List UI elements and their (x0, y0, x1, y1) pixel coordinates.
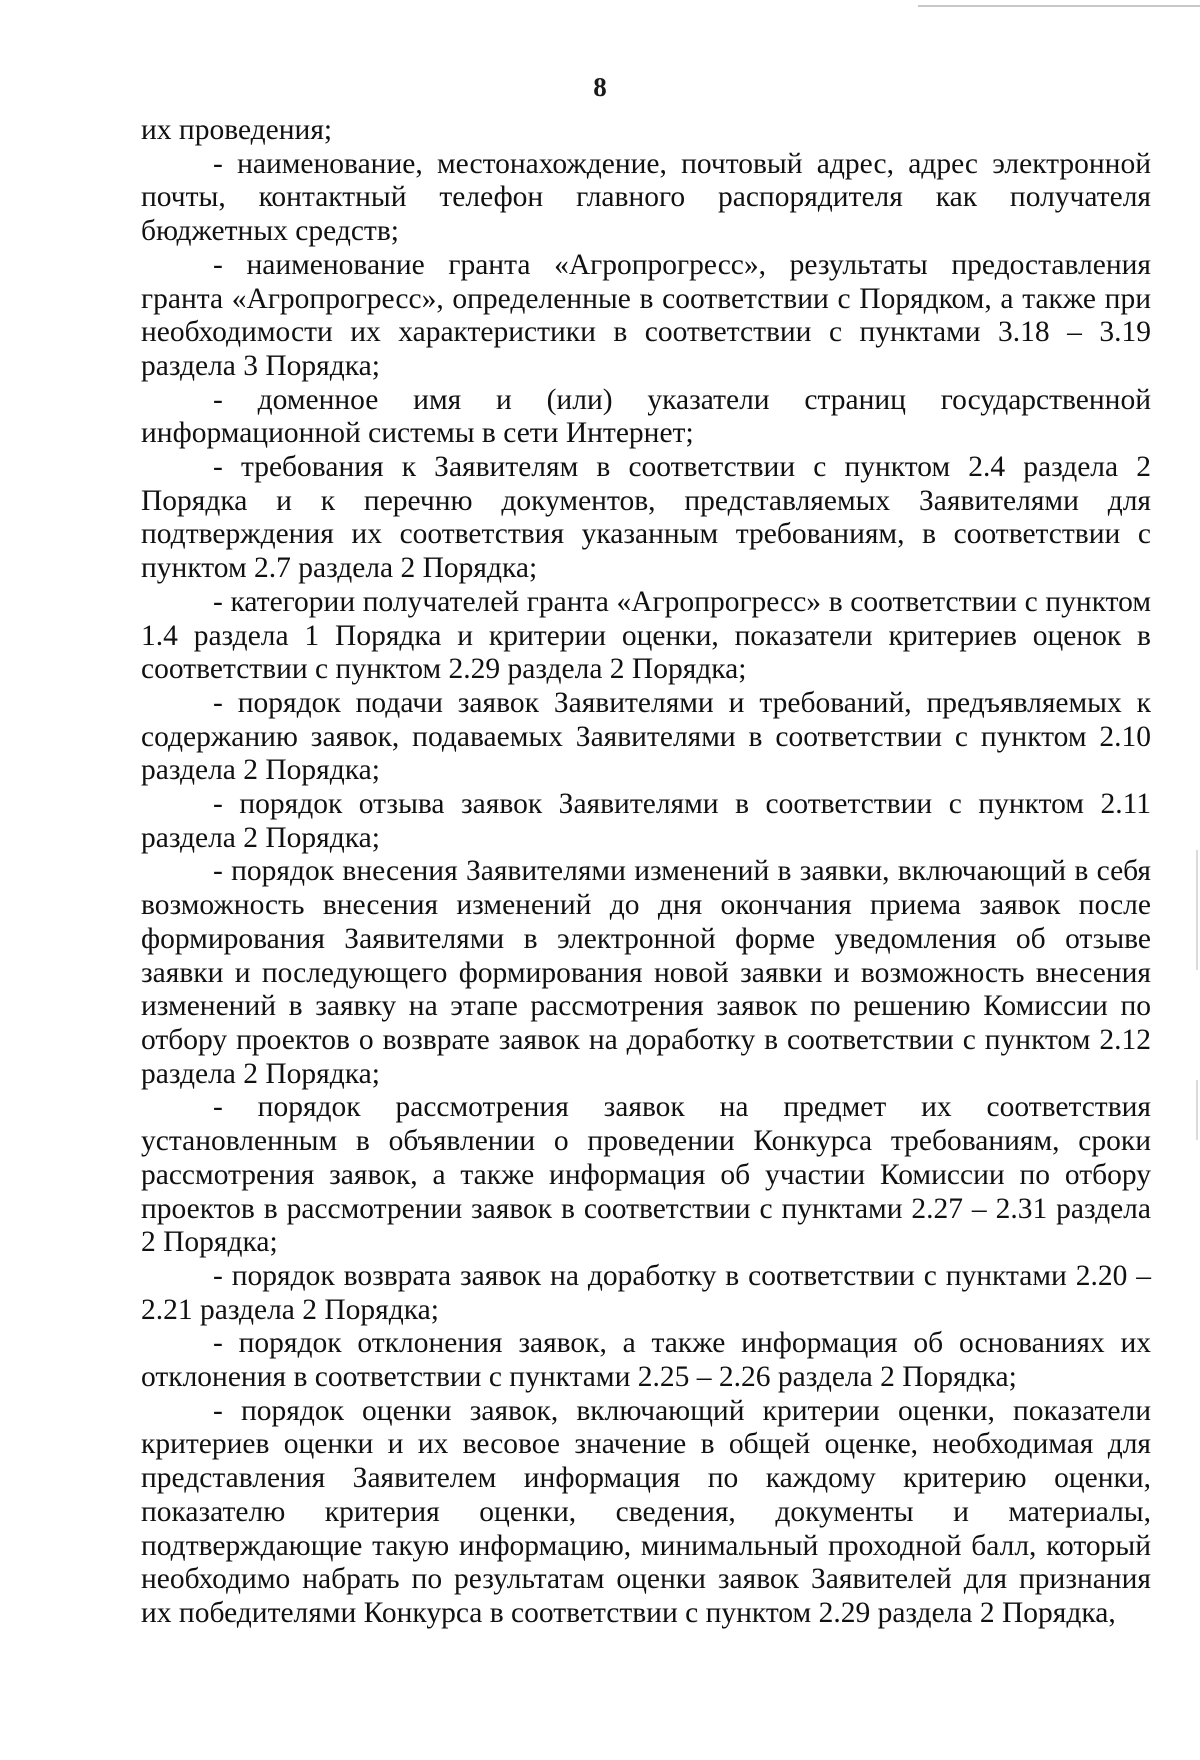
scan-margin-mark (1196, 850, 1198, 970)
list-item: - порядок подачи заявок Заявителями и требований, предъявляемых к содержанию заявок, подаваемых Заявителями в соответствии с пунктом 2.10 раздела 2 Порядка; (141, 686, 1151, 787)
scan-margin-mark (1196, 1080, 1198, 1140)
list-item: - порядок внесения Заявителями изменений в заявки, включающий в себя возможность внесения изменений до дня окончания приема заявок после формирования Заявителями в электронной форме уведомления об отзыве заявки и последующего формирования новой заявки и возможность внесения изменений в заявку на этапе рассмотрения заявок по решению Комиссии по отбору проектов о возврате заявок на доработку в соответствии с пунктом 2.12 раздела 2 Порядка; (141, 855, 1151, 1090)
list-item: - порядок оценки заявок, включающий критерии оценки, показатели критериев оценки и их весовое значение в общей оценке, необходимая для представления Заявителем информация по каждому критерию оценки, показателю критерия оценки, сведения, документы и материалы, подтверждающие такую информацию, минимальный проходной балл, который необходимо набрать по результатам оценки заявок Заявителей для признания их победителями Конкурса в соответствии с пунктом 2.29 раздела 2 Порядка, (141, 1394, 1151, 1629)
list-item: - порядок возврата заявок на доработку в соответствии с пунктами 2.20 – 2.21 раздела 2 Порядка; (141, 1259, 1151, 1326)
list-item: - порядок рассмотрения заявок на предмет их соответствия установленным в объявлении о проведении Конкурса требованиям, сроки рассмотрения заявок, а также информация об участии Комиссии по отбору проектов в рассмотрении заявок в соответствии с пунктами 2.27 – 2.31 раздела 2 Порядка; (141, 1091, 1151, 1259)
paragraph-continuation: их проведения; (141, 114, 333, 146)
document-body (141, 114, 1151, 1631)
list-item: - наименование гранта «Агропрогресс», результаты предоставления гранта «Агропрогресс», определенные в соответствии с Порядком, а также при необходимости их характеристики в соответствии с пунктами 3.18 – 3.19 раздела 3 Порядка; (141, 248, 1151, 382)
list-item: - порядок отклонения заявок, а также информация об основаниях их отклонения в соответствии с пунктами 2.25 – 2.26 раздела 2 Порядка; (141, 1327, 1151, 1394)
list-item: - доменное имя и (или) указатели страниц государственной информационной системы в сети Интернет; (141, 383, 1151, 450)
list-item: - требования к Заявителям в соответствии с пунктом 2.4 раздела 2 Порядка и к перечню документов, представляемых Заявителями для подтверждения их соответствия указанным требованиям, в соответствии с пунктом 2.7 раздела 2 Порядка; (141, 451, 1151, 585)
scan-edge-line (918, 5, 1200, 7)
list-item: - порядок отзыва заявок Заявителями в соответствии с пунктом 2.11 раздела 2 Порядка; (141, 788, 1151, 854)
list-item: - наименование, местонахождение, почтовый адрес, адрес электронной почты, контактный телефон главного распорядителя как получателя бюджетных средств; (141, 147, 1151, 248)
page-number: 8 (593, 72, 607, 102)
list-item: - категории получателей гранта «Агропрогресс» в соответствии с пунктом 1.4 раздела 1 Порядка и критерии оценки, показатели критериев оценок в соответствии с пунктом 2.29 раздела 2 Порядка; (141, 585, 1151, 686)
